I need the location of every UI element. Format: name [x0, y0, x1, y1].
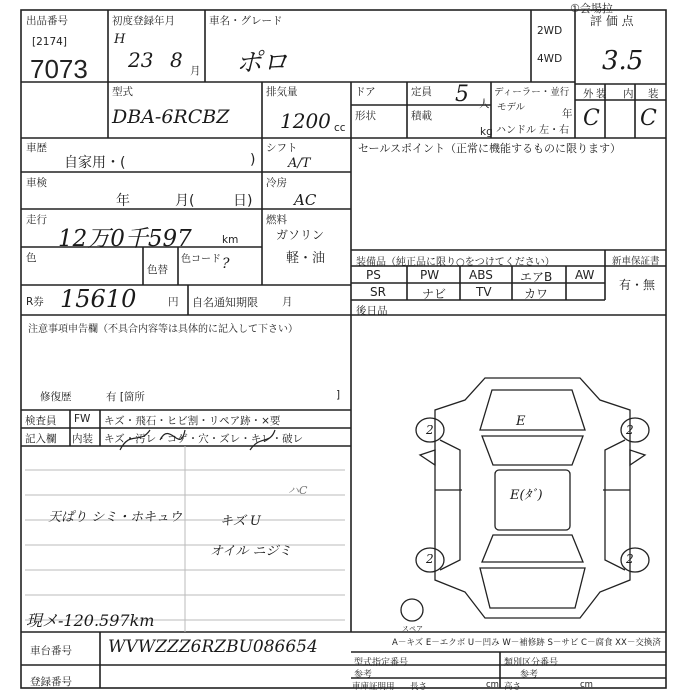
inspection-year: 年	[116, 193, 130, 209]
drive-4wd: 4WD	[537, 53, 563, 65]
spare-label: スペア	[402, 625, 423, 633]
shift-value: A/T	[288, 156, 311, 171]
tire-rear-left: 2	[426, 552, 434, 566]
category-number-label: 類別区分番号	[504, 658, 559, 668]
handle-label: ハンドル 左・右	[496, 125, 570, 136]
rating-label: 評 価 点	[590, 14, 634, 28]
rating-value: 3.5	[602, 46, 644, 76]
height-unit: cm	[580, 680, 593, 690]
displacement-label: 排気量	[266, 86, 298, 98]
equip-airbag: エアB	[520, 270, 553, 284]
mileage-label: 走行	[26, 214, 47, 226]
height-label: 高さ	[504, 682, 522, 692]
model-value: DBA-6RCBZ	[112, 106, 230, 128]
usage-close: )	[250, 152, 256, 168]
repair-close: ]	[336, 389, 341, 401]
chassis-label: 車台番号	[30, 645, 72, 657]
equip-leather: カワ	[524, 287, 549, 301]
fuel-diesel: 軽・油	[286, 251, 326, 266]
car-name-label: 車名・グレード	[209, 15, 283, 27]
usage-value: 自家用・(	[64, 155, 126, 171]
registration-label: 登録番号	[30, 676, 72, 688]
yen-unit: 円	[168, 296, 179, 308]
interior-grade: C	[640, 106, 657, 131]
inspection-label: 車検	[26, 177, 47, 189]
capacity-label: 定員	[411, 86, 432, 98]
capacity-value: 5	[455, 82, 469, 107]
mileage-value: 12万0千597	[58, 226, 192, 252]
sales-points-label: セールスポイント（正常に機能するものに限ります）	[358, 142, 622, 155]
type-designation-ref: 参考	[354, 670, 373, 680]
garage-cert-label: 車庫証明用	[352, 682, 395, 692]
notes-label: 注意事項申告欄（不具合内容等は具体的に記入して下さい）	[28, 324, 298, 335]
aftermarket-label: 後日品	[356, 305, 388, 317]
first-reg-label: 初度登録年月	[112, 15, 175, 27]
exterior-grade: C	[583, 106, 600, 131]
inspector-scribble	[100, 410, 300, 460]
shape-label: 形状	[355, 110, 376, 122]
color-change-label: 色替	[147, 264, 168, 276]
damage-roof: E(ﾀﾞ)	[510, 488, 543, 503]
repair-label: 修復歴	[40, 391, 72, 403]
tire-rear-right: 2	[626, 552, 634, 566]
r-ticket-value: 15610	[60, 285, 137, 313]
km-unit: km	[222, 234, 239, 246]
model-label: 型式	[112, 86, 133, 98]
tax-month: 月	[282, 296, 293, 308]
tire-front-right: 2	[626, 423, 634, 437]
load-label: 積載	[411, 110, 432, 122]
fuel-label: 燃料	[266, 214, 287, 226]
kg-unit: kg	[480, 126, 493, 138]
equip-sr: SR	[370, 285, 386, 299]
equip-aw: AW	[575, 268, 595, 282]
equip-pw: PW	[420, 268, 440, 282]
handwritten-mark: ハC	[288, 484, 308, 497]
interior-label-2: 装	[648, 88, 659, 100]
ac-value: AC	[294, 191, 317, 209]
handwritten-note-1: 天ぱり シミ・ホキュウ	[48, 510, 183, 525]
equip-navi: ナビ	[422, 287, 447, 301]
exterior-label: 外	[583, 88, 594, 100]
type-designation-label: 型式指定番号	[354, 658, 409, 668]
color-code-label: 色コード	[181, 254, 221, 265]
era-mark: H	[114, 32, 126, 47]
door-label: ドア	[355, 86, 376, 98]
color-code-value: ?	[222, 256, 230, 272]
inspector-label-1: 検査員	[25, 415, 57, 427]
fuel-gasoline: ガソリン	[276, 228, 325, 242]
chassis-value: WVWZZZ6RZBU086654	[108, 637, 318, 657]
person-unit: 人	[479, 98, 490, 110]
tax-label: 自名通知期限	[192, 296, 258, 309]
displacement-value: 1200	[280, 109, 331, 133]
inspector-fw: FW	[74, 413, 91, 425]
category-number-ref: 参考	[520, 670, 539, 680]
lot-code: [2174]	[32, 36, 67, 48]
equipment-label: 装備品（純正品に限り○をつけてください）	[356, 257, 555, 268]
repair-value: 有 [箇所	[106, 391, 145, 403]
warranty-value: 有・無	[619, 278, 656, 292]
handwritten-note-2: キズ U	[220, 514, 261, 529]
equip-abs: ABS	[469, 268, 493, 282]
tire-front-left: 2	[426, 423, 434, 437]
month-unit: 月	[190, 65, 201, 77]
warranty-label: 新車保証書	[612, 256, 660, 267]
lot-number: 7073	[30, 54, 88, 84]
handwritten-note-3: オイル ニジミ	[210, 544, 292, 559]
ac-label: 冷房	[266, 177, 287, 189]
inspector-label-2: 記入欄	[25, 433, 57, 445]
inspection-day: 日)	[233, 193, 253, 209]
usage-label: 車歴	[26, 142, 47, 154]
equip-tv: TV	[476, 285, 492, 299]
length-unit: cm	[486, 680, 499, 690]
exterior-label-2: 装	[596, 88, 607, 100]
inspector-row1: キズ・飛石・ヒビ割・リペア跡・×要	[104, 415, 281, 427]
company-mark: ①会場拉	[570, 2, 613, 15]
lot-label: 出品番号	[26, 15, 68, 27]
reg-month: 8	[170, 48, 183, 72]
inspector-interior: 内装	[72, 433, 93, 445]
length-label: 長さ	[410, 682, 428, 692]
inspection-month: 月(	[175, 193, 195, 209]
year-label: 年	[562, 108, 573, 120]
equip-ps: PS	[366, 268, 381, 282]
mileage-note: 現メ-120.597km	[26, 611, 155, 630]
reg-year: 23	[128, 48, 154, 72]
model-year-label: モデル	[497, 102, 526, 113]
inspector-row2: キズ・汚レ・コゲ・穴・ズレ・キレ・破レ	[104, 433, 304, 445]
damage-hood: E	[516, 414, 526, 429]
shift-label: シフト	[266, 142, 298, 154]
r-ticket-label: R券	[26, 296, 44, 308]
dealer-label: ディーラー・並行	[494, 87, 570, 98]
cc-unit: cc	[334, 122, 346, 134]
damage-legend: A－キズ E－エクボ U－凹み W－補修跡 S－サビ C－腐食 XX－交換済	[392, 638, 661, 648]
drive-2wd: 2WD	[537, 25, 563, 37]
interior-label: 内	[623, 88, 634, 100]
color-label: 色	[26, 252, 37, 264]
car-name: ポロ	[236, 48, 289, 78]
